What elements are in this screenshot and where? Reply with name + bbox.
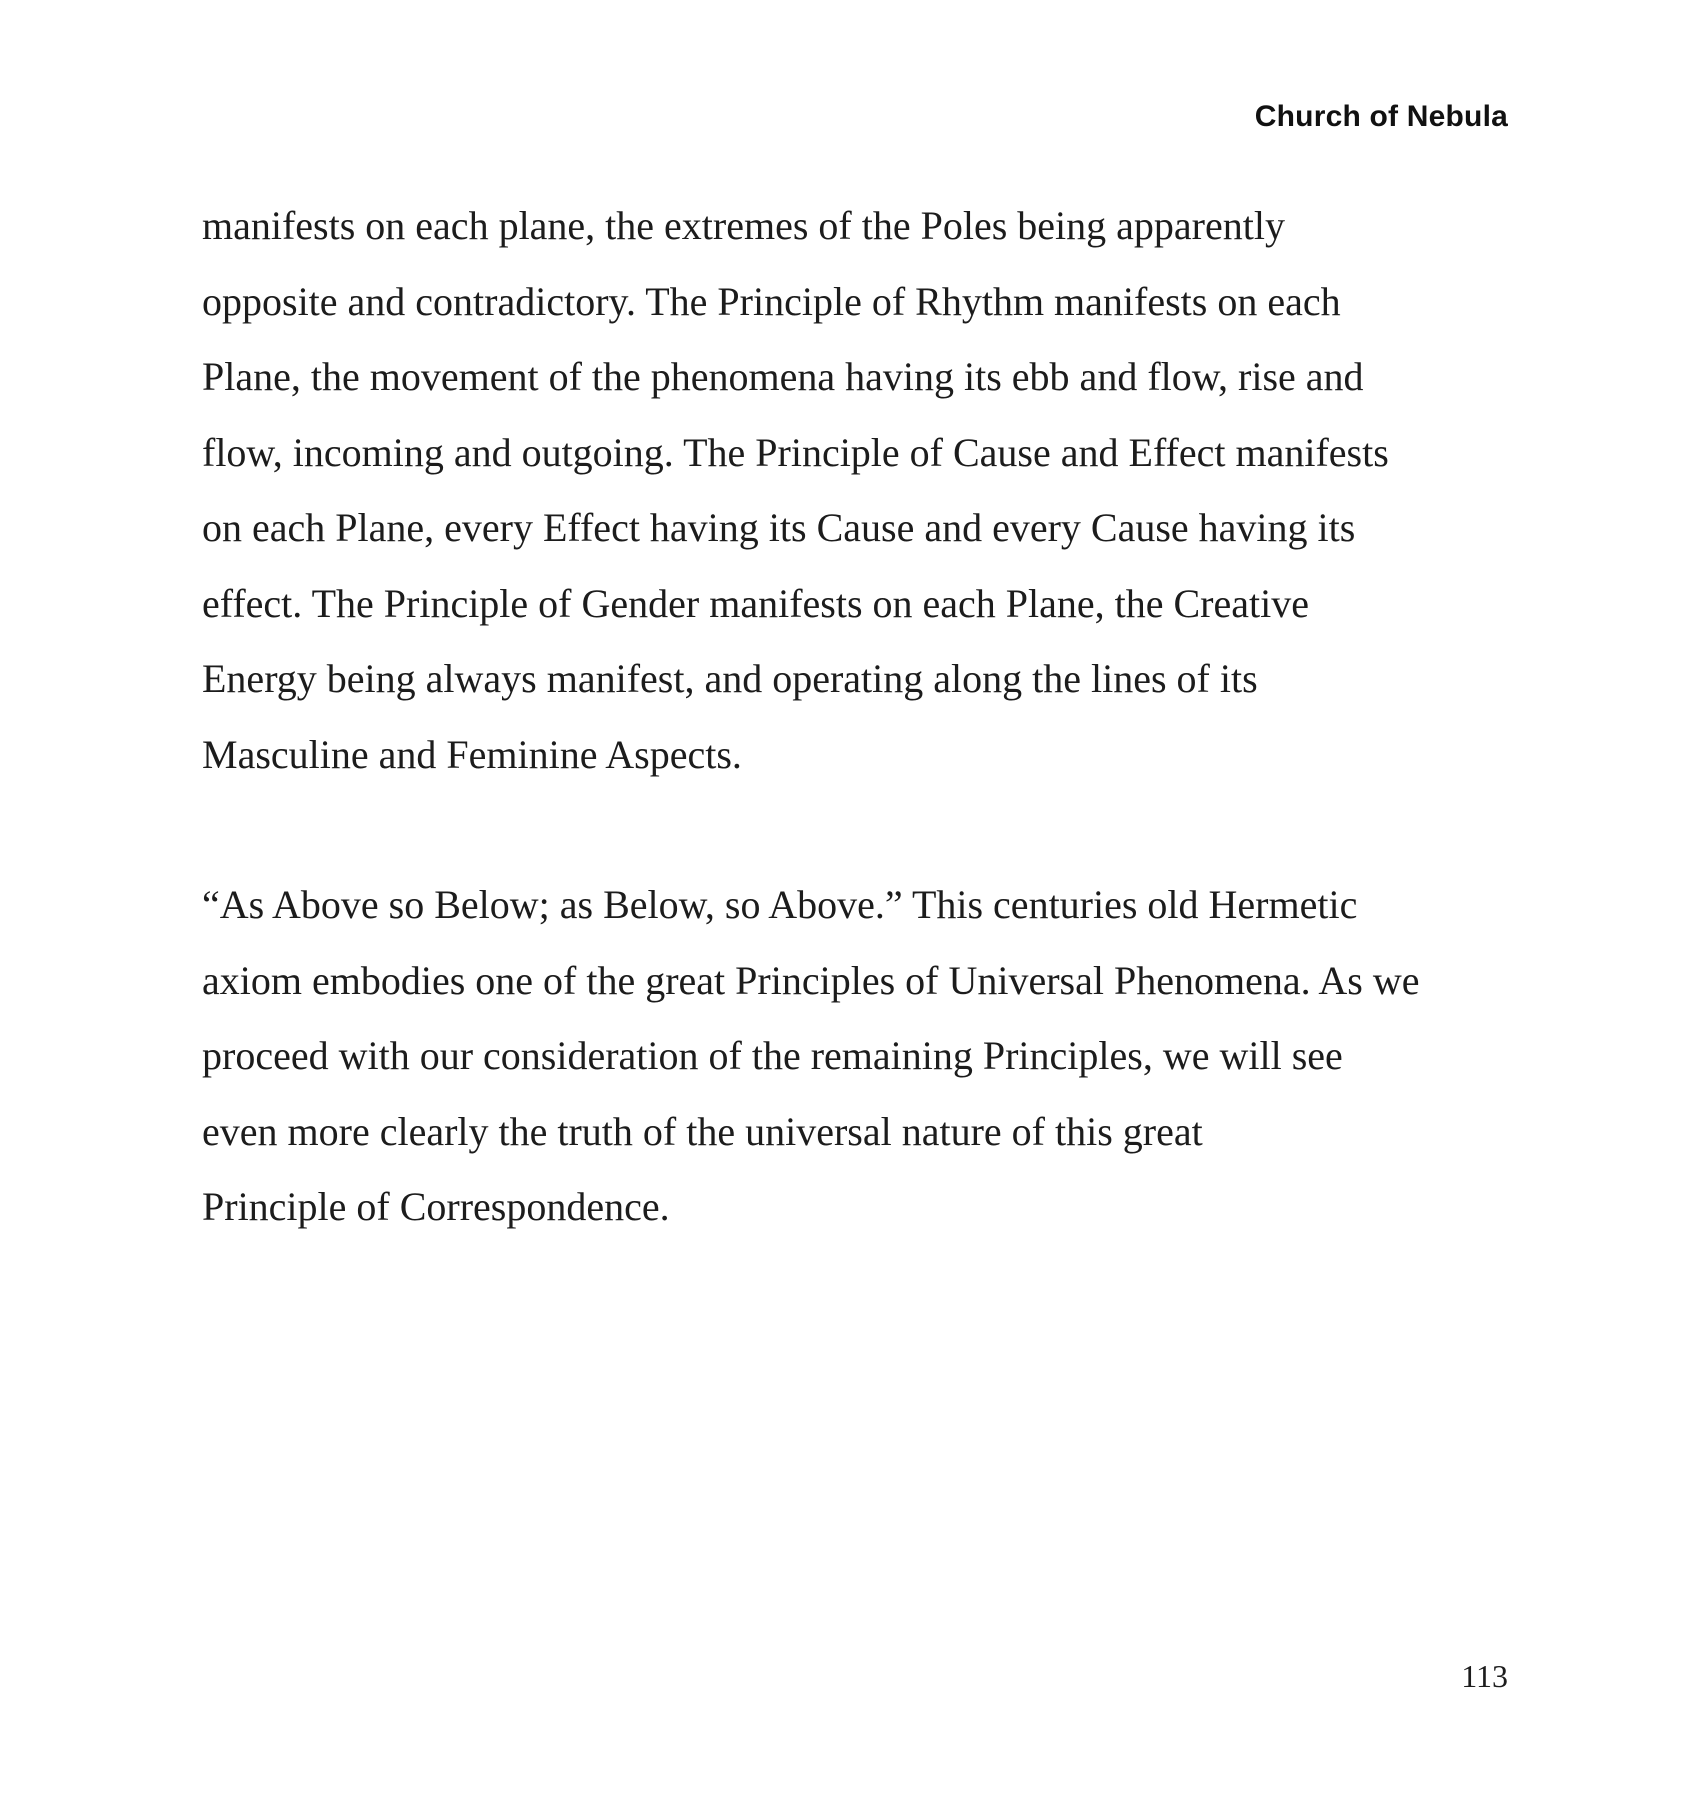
text-line: Plane, the movement of the phenomena having its ebb and flow, rise and bbox=[202, 354, 1364, 399]
text-line: Energy being always manifest, and operating along the lines of its bbox=[202, 656, 1258, 701]
running-header: Church of Nebula bbox=[1254, 100, 1508, 133]
text-line: opposite and contradictory. The Principle of Rhythm manifests on each bbox=[202, 278, 1341, 324]
paragraph-2 bbox=[202, 867, 1542, 1245]
page-number: 113 bbox=[1461, 1658, 1508, 1694]
text-line: even more clearly the truth of the universal nature of this great bbox=[202, 1108, 1203, 1154]
text-line: Principle of Correspondence. bbox=[202, 1184, 670, 1229]
text-line: “As Above so Below; as Below, so Above.” This centuries old Hermetic bbox=[202, 882, 1358, 927]
text-line: on each Plane, every Effect having its Cause and every Cause having its bbox=[202, 505, 1356, 550]
text-line: axiom embodies one of the great Principles of Universal Phenomena. As we bbox=[202, 957, 1420, 1003]
text-line: flow, incoming and outgoing. The Principle of Cause and Effect manifests bbox=[202, 429, 1389, 475]
text-line: manifests on each plane, the extremes of the Poles being apparently bbox=[202, 203, 1285, 248]
text-line: effect. The Principle of Gender manifests on each Plane, the Creative bbox=[202, 580, 1309, 626]
text-line: proceed with our consideration of the remaining Principles, we will see bbox=[202, 1033, 1343, 1078]
text-line: Masculine and Feminine Aspects. bbox=[202, 731, 742, 777]
paragraph-1 bbox=[202, 188, 1542, 792]
body-text bbox=[202, 188, 1542, 1245]
